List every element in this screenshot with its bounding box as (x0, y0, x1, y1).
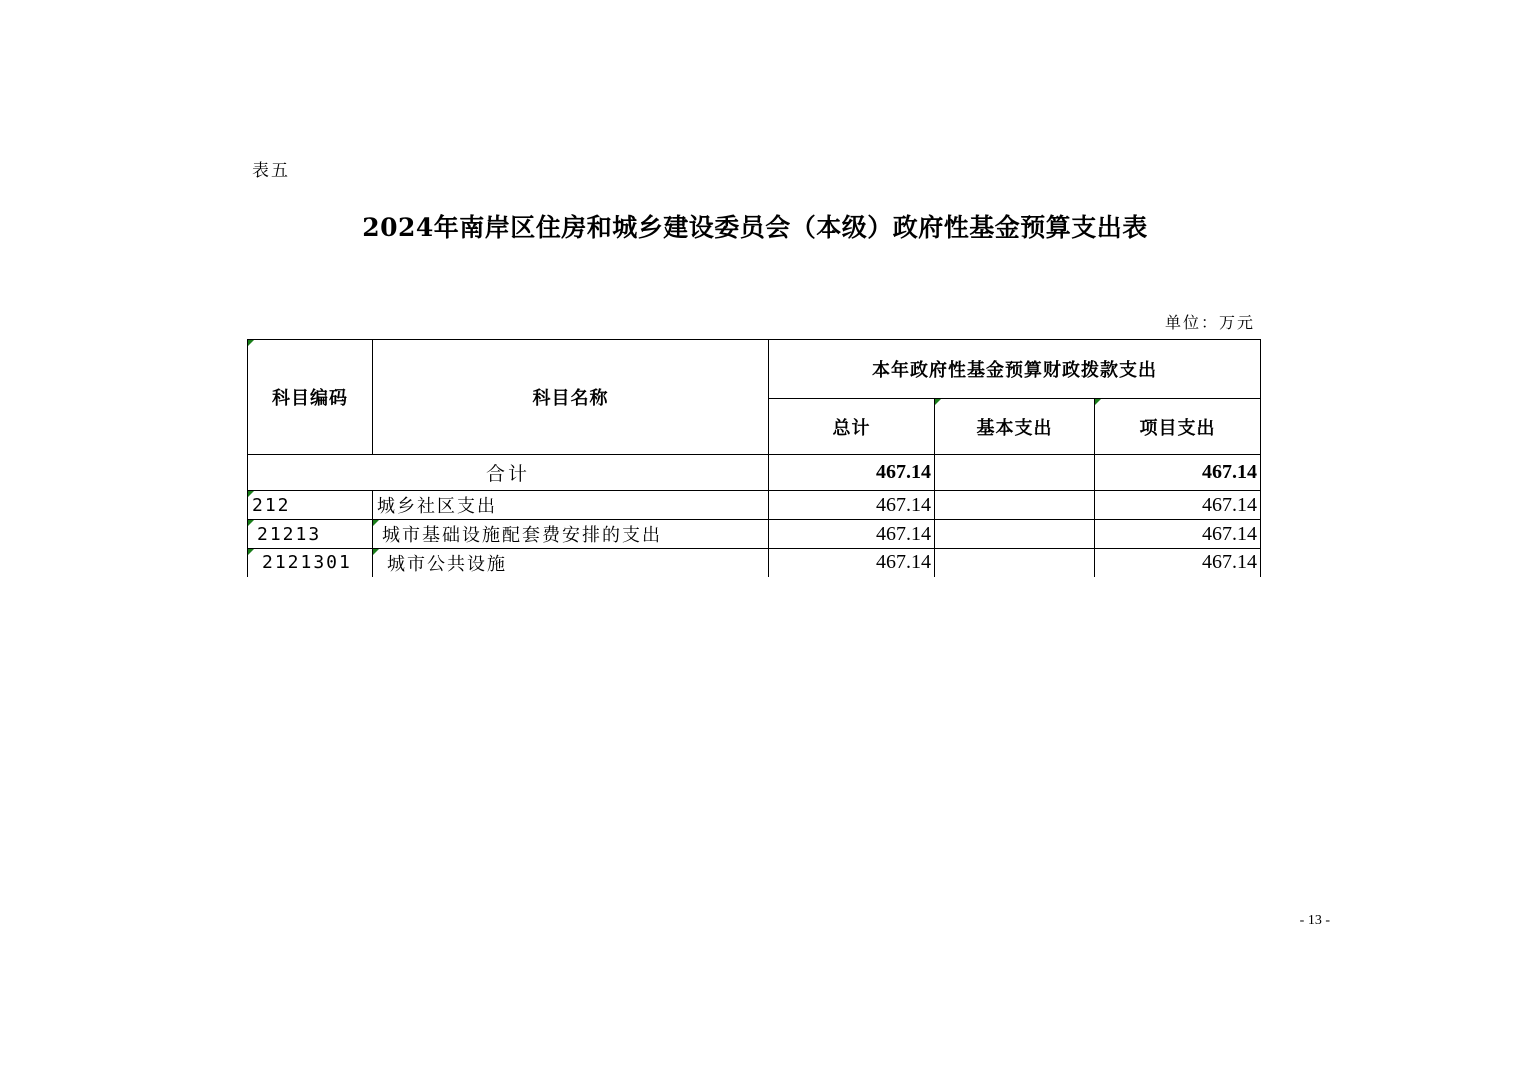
row-total: 467.14 (769, 549, 935, 577)
row-name: 城市公共设施 (373, 549, 769, 577)
header-total: 总计 (769, 399, 935, 455)
row-name: 城市基础设施配套费安排的支出 (373, 520, 769, 549)
page-title: 2024年南岸区住房和城乡建设委员会（本级）政府性基金预算支出表 (362, 213, 1148, 242)
row-project: 467.14 (1095, 520, 1261, 549)
header-project: 项目支出 (1095, 399, 1261, 455)
row-project: 467.14 (1095, 491, 1261, 520)
row-code: 212 (248, 491, 373, 520)
row-basic (935, 520, 1095, 549)
summary-label: 合计 (248, 455, 769, 491)
summary-project: 467.14 (1095, 455, 1261, 491)
header-subject-name: 科目名称 (373, 340, 769, 455)
header-subject-code: 科目编码 (248, 340, 373, 455)
row-name: 城乡社区支出 (373, 491, 769, 520)
header-fund-expenditure: 本年政府性基金预算财政拨款支出 (769, 340, 1261, 399)
row-total: 467.14 (769, 491, 935, 520)
table-header-row (248, 340, 1261, 399)
row-basic (935, 549, 1095, 577)
summary-basic (935, 455, 1095, 491)
budget-table (247, 339, 1261, 577)
header-basic: 基本支出 (935, 399, 1095, 455)
row-code: 21213 (248, 520, 373, 549)
table-row (248, 520, 1261, 549)
page-number: - 13 - (1299, 913, 1330, 928)
unit-label: 单位：万元 (1164, 313, 1255, 332)
table-row (248, 491, 1261, 520)
row-total: 467.14 (769, 520, 935, 549)
row-basic (935, 491, 1095, 520)
table-label: 表五 (252, 161, 290, 181)
summary-row (248, 455, 1261, 491)
row-code: 2121301 (248, 549, 373, 577)
table-row (248, 549, 1261, 577)
row-project: 467.14 (1095, 549, 1261, 577)
summary-total: 467.14 (769, 455, 935, 491)
